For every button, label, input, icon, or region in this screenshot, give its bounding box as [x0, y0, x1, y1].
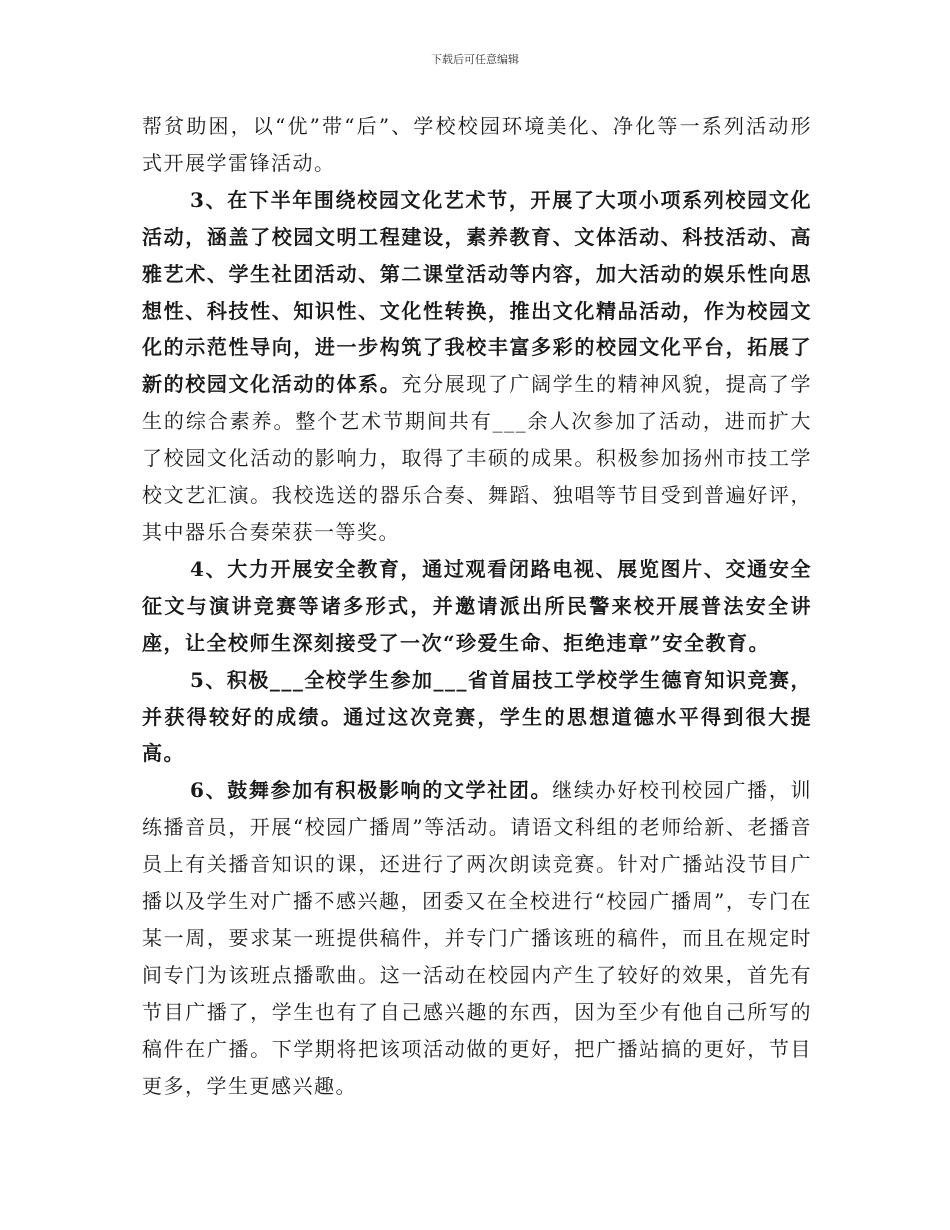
- paragraph-2-bold: 3、在下半年围绕校园文化艺术节，开展了大项小项系列校园文化活动，涵盖了校园文明工程建设，素养教育、文体活动、科技活动、高雅艺术、学生社团活动、第二课堂活动等内容，加大活动的娱乐性向思想性、科技性、知识性、文化性转换，推出文化精品活动，作为校园文化的示范性导向，进一步构筑了我校丰富多彩的校园文化平台，拓展了新的校园文化活动的体系。: [142, 187, 812, 397]
- paragraph-3-bold: 4、大力开展安全教育，通过观看闭路电视、展览图片、交通安全征文与演讲竞赛等诸多形式，并邀请派出所民警来校开展普法安全讲座，让全校师生深刻接受了一次“珍爱生命、拒绝违章”安全教育。: [142, 556, 812, 655]
- paragraph-3: [142, 551, 812, 662]
- paragraph-1: [142, 108, 812, 182]
- paragraph-4: [142, 662, 812, 773]
- document-body: [142, 108, 812, 1104]
- paragraph-5: [142, 772, 812, 1104]
- paragraph-4-bold: 5、积极___全校学生参加___省首届技工学校学生德育知识竞赛，并获得较好的成绩。通过这次竞赛，学生的思想道德水平得到很大提高。: [142, 667, 812, 766]
- paragraph-2-text: 充分展现了广阔学生的精神风貌，提高了学生的综合素养。整个艺术节期间共有___余人次参加了活动，进而扩大了校园文化活动的影响力，取得了丰硕的成果。积极参加扬州市技工学校文艺汇演。我校选送的器乐合奏、舞蹈、独唱等节目受到普遍好评，其中器乐合奏荣获一等奖。: [142, 372, 813, 544]
- paragraph-5-bold: 6、鼓舞参加有积极影响的文学社团。: [190, 778, 553, 803]
- paragraph-5-text: 继续办好校刊校园广播，训练播音员，开展“校园广播周”等活动。请语文科组的老师给新、老播音员上有关播音知识的课，还进行了两次朗读竞赛。针对广播站没节目广播以及学生对广播不感兴趣，团委又在全校进行“校园广播周”，专门在某一周，要求某一班提供稿件，并专门广播该班的稿件，而且在规定时间专门为该班点播歌曲。这一活动在校园内产生了较好的效果，首先有节目广播了，学生也有了自己感兴趣的东西，因为至少有他自己所写的稿件在广播。下学期将把该项活动做的更好，把广播站搞的更好，节目更多，学生更感兴趣。: [142, 778, 813, 1098]
- paragraph-2: [142, 182, 812, 551]
- paragraph-1-text: 帮贫助困，以“优”带“后”、学校校园环境美化、净化等一系列活动形式开展学雷锋活动。: [142, 114, 812, 175]
- page-header: 下载后可任意编辑: [431, 53, 519, 66]
